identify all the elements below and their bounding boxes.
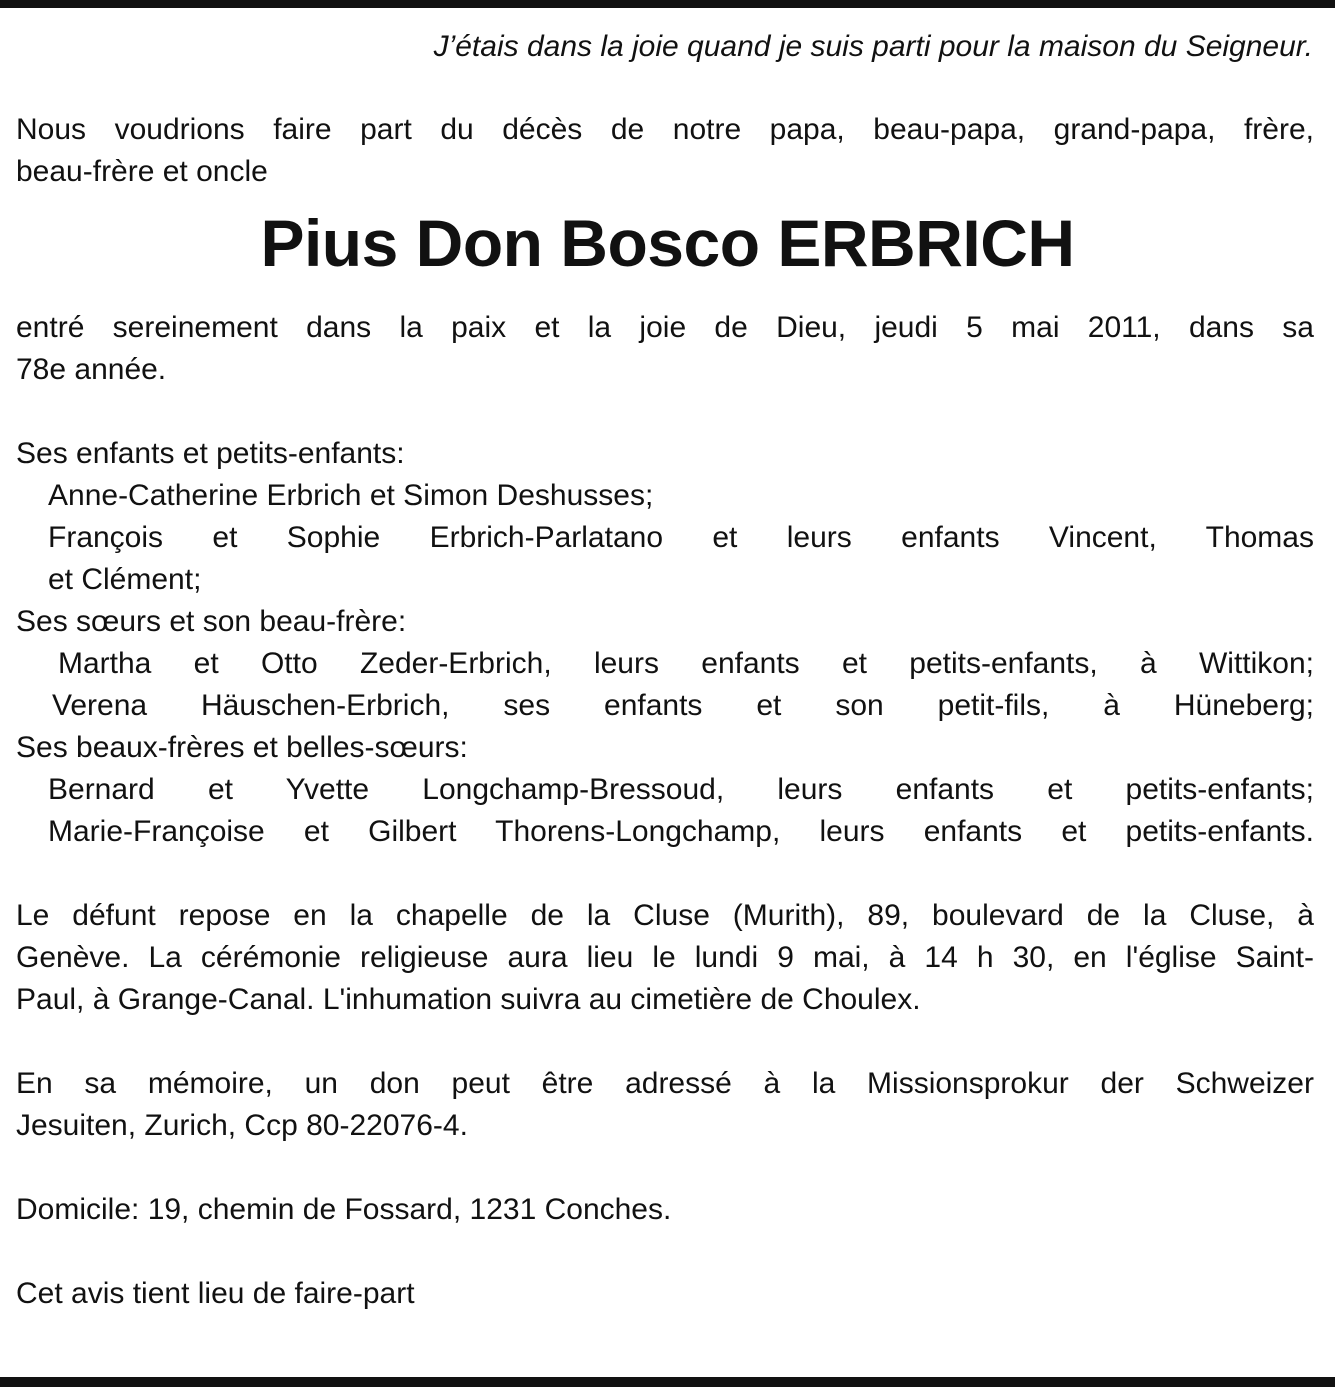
siblings-heading: Ses sœurs et son beau-frère: [16, 605, 407, 638]
donation-line-1: En sa mémoire, un don peut être adressé à la Missionsprokur der Schweizer [16, 1067, 1314, 1100]
ceremony-line-2: Genève. La cérémonie religieuse aura lieu le lundi 9 mai, à 14 h 30, en l'église Saint- [16, 941, 1314, 974]
top-rule [0, 0, 1335, 8]
inlaws-entry-1: Bernard et Yvette Longchamp-Bressoud, leurs enfants et petits-enfants; [48, 773, 1314, 806]
inlaws-heading: Ses beaux-frères et belles-sœurs: [16, 731, 468, 764]
children-entry-2b: et Clément; [48, 563, 202, 596]
children-entry-2a: François et Sophie Erbrich-Parlatano et leurs enfants Vincent, Thomas [48, 521, 1314, 554]
donation-line-2: Jesuiten, Zurich, Ccp 80-22076-4. [16, 1109, 468, 1142]
passing-line-2: 78e année. [16, 353, 167, 386]
closing-note: Cet avis tient lieu de faire-part [16, 1277, 415, 1310]
children-heading: Ses enfants et petits-enfants: [16, 437, 405, 470]
siblings-entry-2: Verena Häuschen-Erbrich, ses enfants et son petit-fils, à Hüneberg; [52, 689, 1314, 722]
ceremony-line-1: Le défunt repose en la chapelle de la Cluse (Murith), 89, boulevard de la Cluse, à [16, 899, 1314, 932]
intro-line-1: Nous voudrions faire part du décès de notre papa, beau-papa, grand-papa, frère, [16, 113, 1314, 146]
deceased-name: Pius Don Bosco ERBRICH [260, 206, 1075, 280]
ceremony-line-3: Paul, à Grange-Canal. L'inhumation suivra au cimetière de Choulex. [16, 983, 921, 1016]
domicile: Domicile: 19, chemin de Fossard, 1231 Conches. [16, 1193, 672, 1226]
bottom-rule [0, 1377, 1335, 1387]
passing-line-1: entré sereinement dans la paix et la joie de Dieu, jeudi 5 mai 2011, dans sa [16, 311, 1314, 344]
intro-line-2: beau-frère et oncle [16, 155, 268, 188]
children-entry-1: Anne-Catherine Erbrich et Simon Deshusses; [48, 479, 654, 512]
inlaws-entry-2: Marie-Françoise et Gilbert Thorens-Longchamp, leurs enfants et petits-enfants. [48, 815, 1314, 848]
epigraph: J’étais dans la joie quand je suis parti pour la maison du Seigneur. [433, 30, 1313, 63]
siblings-entry-1: Martha et Otto Zeder-Erbrich, leurs enfants et petits-enfants, à Wittikon; [58, 647, 1314, 680]
